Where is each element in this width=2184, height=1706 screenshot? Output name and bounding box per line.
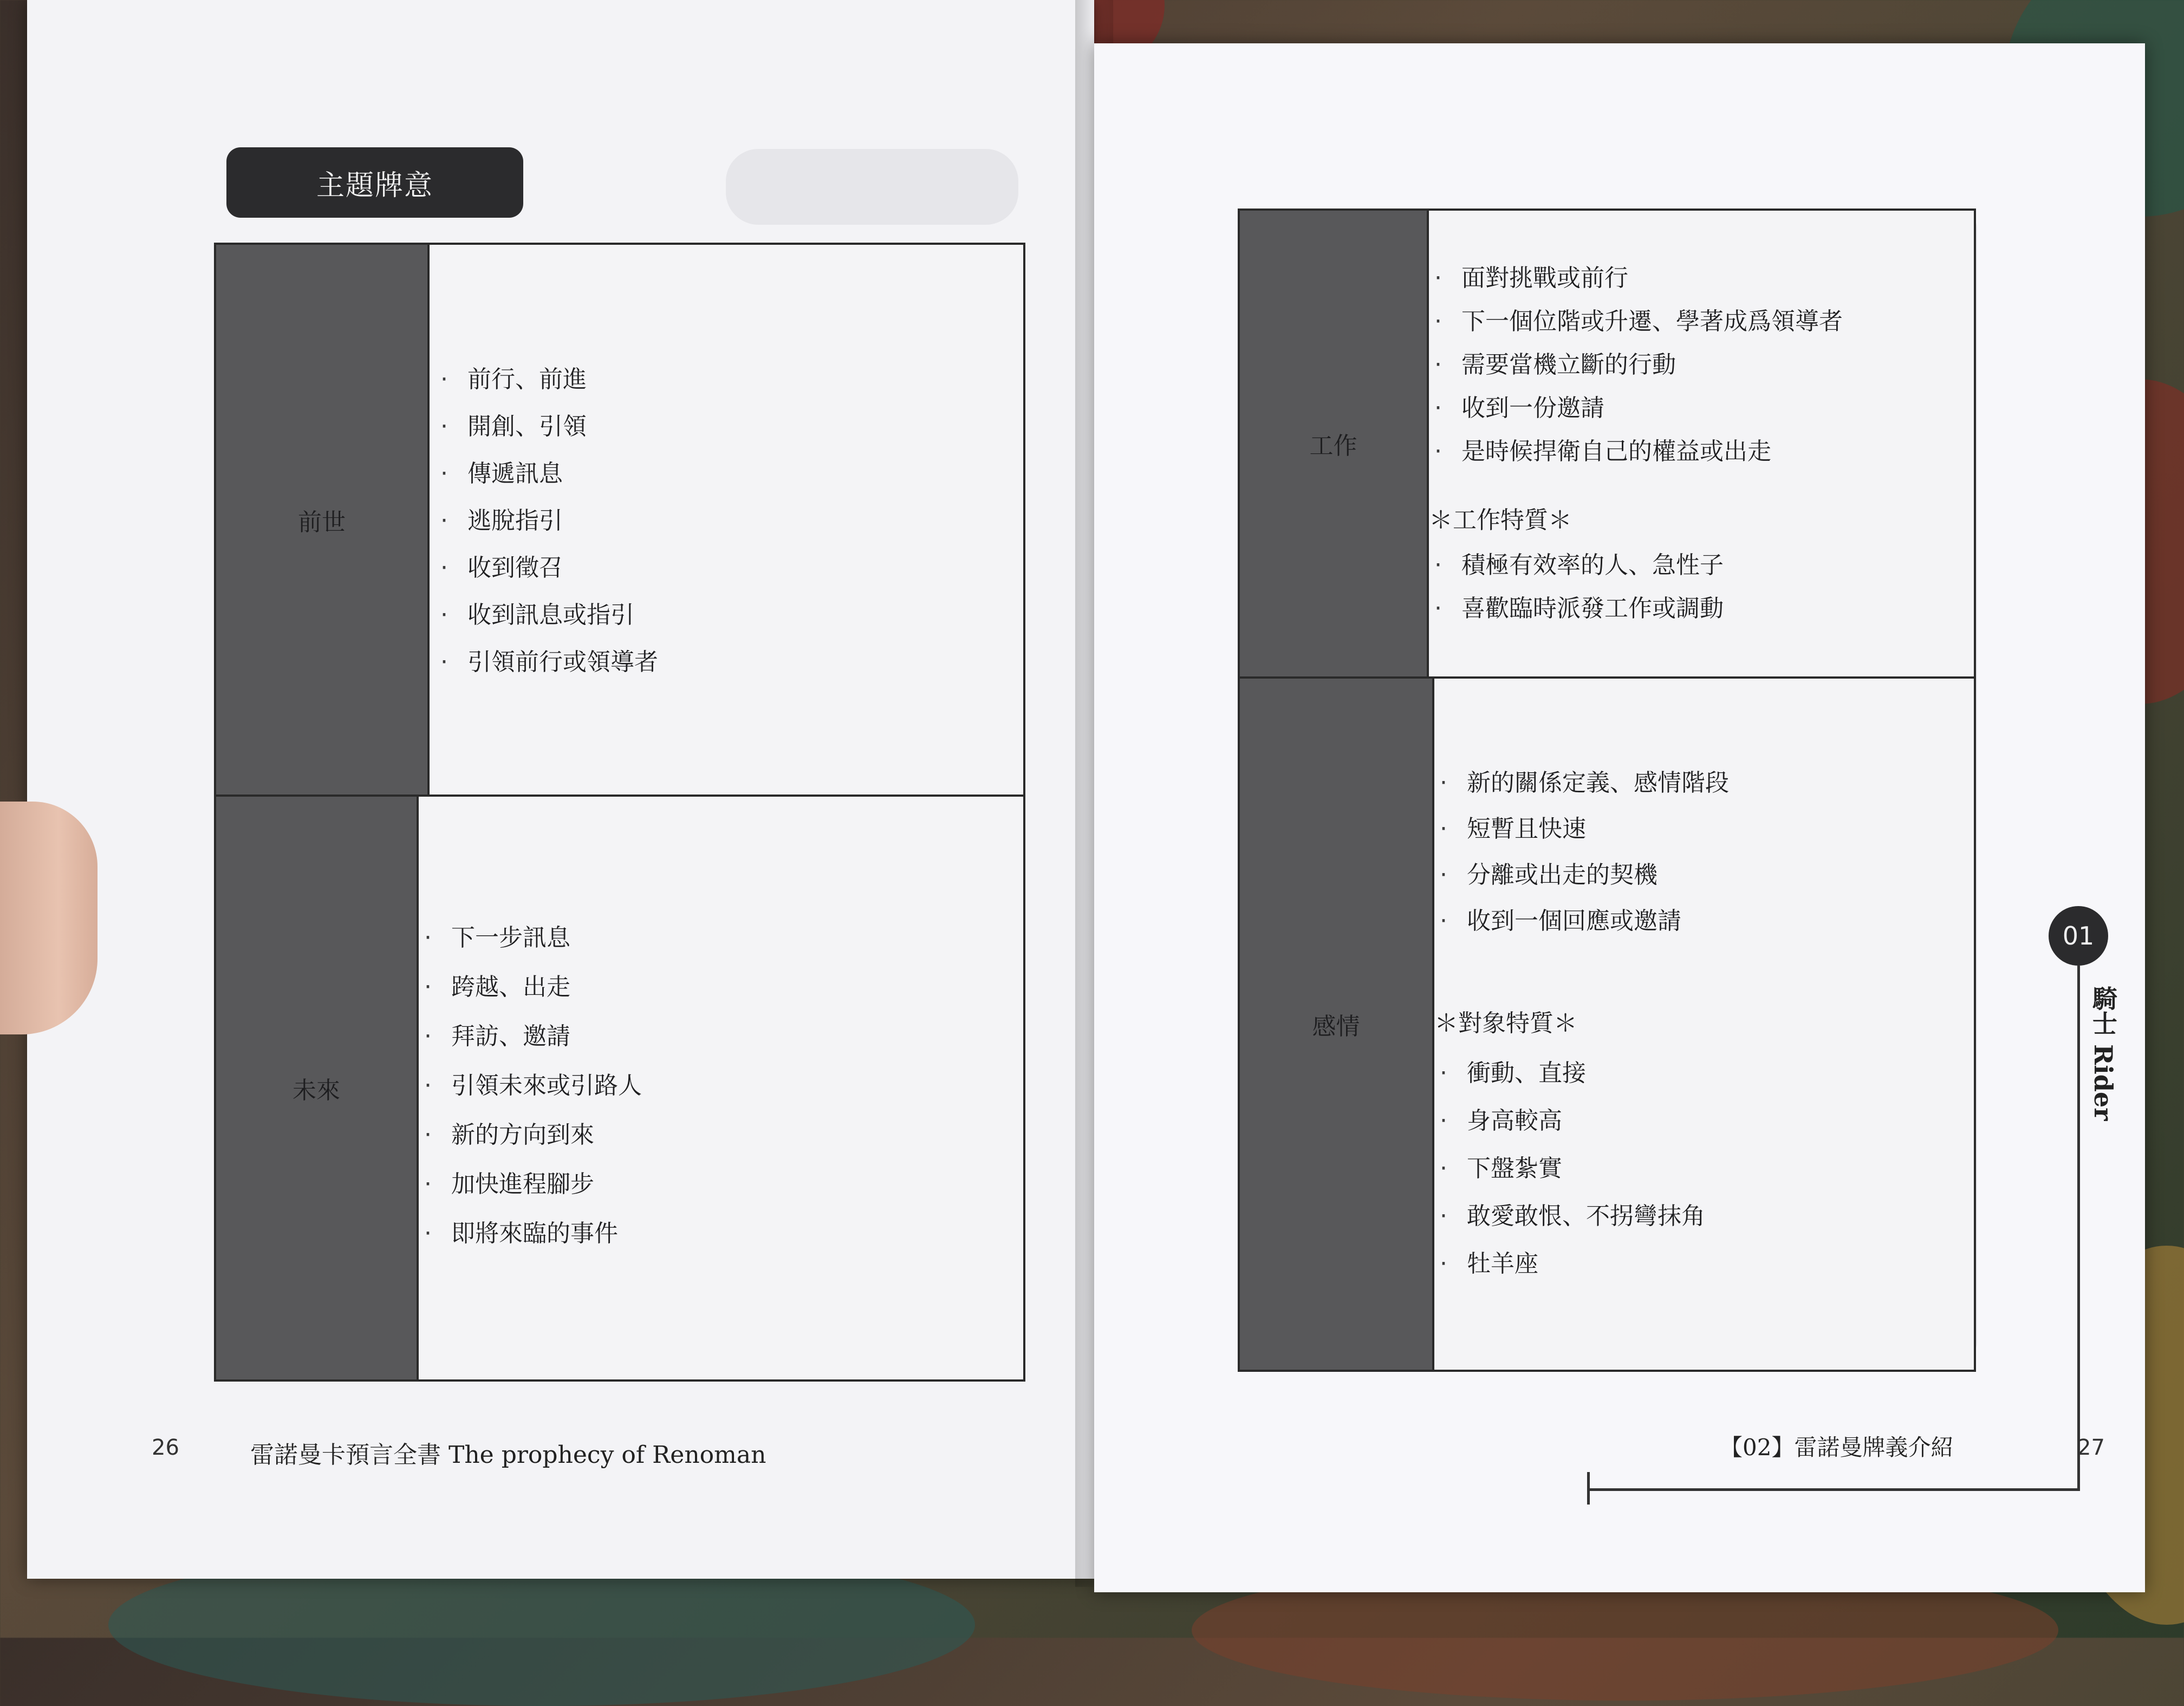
item-text: 衝動、直接: [1467, 1059, 1586, 1087]
page-number-right: 27: [2077, 1435, 2105, 1460]
item-text: 需要當機立斷的行動: [1461, 351, 1676, 379]
row-label-work: 工作: [1240, 211, 1427, 676]
item-list: [419, 913, 642, 1258]
item-list: [1434, 760, 1729, 944]
item-text: 收到一個回應或邀請: [1467, 907, 1681, 935]
bullet-icon: ·: [424, 1121, 432, 1149]
item-text: 收到一份邀請: [1461, 394, 1604, 422]
list-item: [1434, 1145, 1705, 1193]
list-item: [1434, 1193, 1705, 1240]
item-text: 開創、引領: [467, 413, 587, 440]
row-content: [427, 245, 1023, 795]
list-item: [1429, 587, 1724, 630]
bullet-icon: ·: [424, 1072, 432, 1099]
row-label-past-life: 前世: [216, 245, 427, 795]
bullet-icon: ·: [424, 1220, 432, 1247]
item-text: 喜歡臨時派發工作或調動: [1461, 595, 1724, 622]
list-item: [435, 497, 658, 544]
bullet-icon: ·: [1434, 438, 1442, 465]
bullet-icon: ·: [440, 648, 448, 676]
item-text: 前行、前進: [467, 366, 587, 393]
item-text: 拜訪、邀請: [451, 1023, 570, 1050]
bullet-icon: ·: [424, 973, 432, 1001]
bullet-icon: ·: [440, 601, 448, 629]
row-content: [1432, 679, 1974, 1370]
section-title-tab: 主題牌意: [226, 147, 523, 218]
list-item: [1434, 898, 1729, 944]
list-item: [1429, 544, 1724, 587]
list-item: [419, 913, 642, 962]
book-title-footer: 雷諾曼卡預言全書 The prophecy of Renoman: [250, 1441, 766, 1469]
bullet-icon: ·: [424, 1023, 432, 1050]
list-item: [435, 403, 658, 450]
section-title-footer: 【02】雷諾曼牌義介紹: [1720, 1434, 1954, 1461]
row-content: [417, 797, 1023, 1379]
bullet-icon: ·: [1440, 1059, 1447, 1087]
meaning-table-left: [214, 243, 1025, 1382]
table-row: [216, 795, 1023, 1379]
item-text: 新的方向到來: [451, 1121, 594, 1149]
bullet-icon: ·: [1440, 1202, 1447, 1230]
list-item: [435, 544, 658, 591]
work-traits-heading: ＊工作特質＊: [1429, 506, 1572, 534]
item-text: 收到徵召: [467, 554, 563, 582]
bullet-icon: ·: [440, 460, 448, 487]
item-text: 新的關係定義、感情階段: [1467, 769, 1729, 797]
item-text: 積極有效率的人、急性子: [1461, 551, 1724, 579]
item-text: 傳遞訊息: [467, 460, 563, 487]
list-item: [419, 1209, 642, 1258]
bullet-icon: ·: [440, 554, 448, 582]
list-item: [435, 639, 658, 686]
list-item: [1434, 1097, 1705, 1145]
item-text: 引領未來或引路人: [451, 1072, 642, 1099]
list-item: [1434, 1050, 1705, 1097]
table-row: [1240, 211, 1974, 676]
item-text: 跨越、出走: [451, 973, 570, 1001]
page-number-left: 26: [152, 1435, 179, 1460]
row-label-love: 感情: [1240, 679, 1432, 1370]
list-item: [419, 962, 642, 1012]
bullet-icon: ·: [1434, 264, 1442, 292]
thumb: [0, 802, 98, 1034]
item-text: 引領前行或領導者: [467, 648, 658, 676]
item-text: 牡羊座: [1467, 1250, 1538, 1278]
bullet-icon: ·: [1440, 769, 1447, 797]
item-list: [435, 356, 658, 686]
list-item: [435, 591, 658, 639]
item-text: 下一步訊息: [451, 924, 570, 952]
bullet-icon: ·: [1440, 1107, 1447, 1135]
list-item: [435, 356, 658, 403]
item-text: 敢愛敢恨、不拐彎抹角: [1467, 1202, 1705, 1230]
bullet-icon: ·: [424, 1170, 432, 1198]
row-content: [1427, 211, 1974, 676]
list-item: [419, 1110, 642, 1160]
bullet-icon: ·: [440, 413, 448, 440]
list-item: [1429, 343, 1843, 387]
table-row: [216, 245, 1023, 795]
item-text: 是時候捍衛自己的權益或出走: [1461, 438, 1771, 465]
bullet-icon: ·: [440, 507, 448, 535]
list-item: [1429, 387, 1843, 430]
item-list: [1429, 257, 1843, 473]
partner-traits-heading: ＊對象特質＊: [1434, 1010, 1577, 1037]
table-row: [1240, 676, 1974, 1370]
trait-list: [1434, 1050, 1705, 1288]
item-text: 下一個位階或升遷、學著成爲領導者: [1461, 308, 1843, 335]
item-text: 逃脫指引: [467, 507, 563, 535]
bullet-icon: ·: [1440, 815, 1447, 843]
list-item: [419, 1012, 642, 1061]
item-text: 下盤紮實: [1467, 1155, 1562, 1182]
bullet-icon: ·: [1434, 595, 1442, 622]
bullet-icon: ·: [1434, 394, 1442, 422]
trait-list: [1429, 544, 1724, 630]
list-item: [1434, 806, 1729, 852]
item-text: 身高較高: [1467, 1107, 1562, 1135]
list-item: [1434, 760, 1729, 806]
list-item: [1429, 257, 1843, 300]
list-item: [1434, 852, 1729, 898]
list-item: [419, 1160, 642, 1209]
item-text: 即將來臨的事件: [451, 1220, 618, 1247]
bullet-icon: ·: [1434, 351, 1442, 379]
item-text: 面對挑戰或前行: [1461, 264, 1628, 292]
bullet-icon: ·: [424, 924, 432, 952]
footer-divider-line: [1587, 1488, 2080, 1491]
bullet-icon: ·: [1440, 861, 1447, 889]
chapter-title-vertical: 騎士 Rider: [2089, 986, 2118, 1121]
list-item: [1434, 1240, 1705, 1288]
row-label-future: 未來: [216, 797, 417, 1379]
bullet-icon: ·: [440, 366, 448, 393]
list-item: [1429, 430, 1843, 473]
bullet-icon: ·: [1440, 1155, 1447, 1182]
list-item: [1429, 300, 1843, 343]
bullet-icon: ·: [1434, 308, 1442, 335]
chapter-divider-line: [2077, 966, 2080, 1491]
bullet-icon: ·: [1434, 551, 1442, 579]
list-item: [435, 450, 658, 497]
meaning-table-right: [1238, 209, 1976, 1372]
show-through-text: [726, 149, 1018, 225]
item-text: 收到訊息或指引: [467, 601, 634, 629]
footer-divider-tick: [1587, 1472, 1590, 1505]
chapter-number-badge: 01: [2049, 906, 2108, 966]
item-text: 短暫且快速: [1467, 815, 1586, 843]
item-text: 加快進程腳步: [451, 1170, 594, 1198]
item-text: 分離或出走的契機: [1467, 861, 1658, 889]
bullet-icon: ·: [1440, 907, 1447, 935]
list-item: [419, 1061, 642, 1110]
bullet-icon: ·: [1440, 1250, 1447, 1278]
